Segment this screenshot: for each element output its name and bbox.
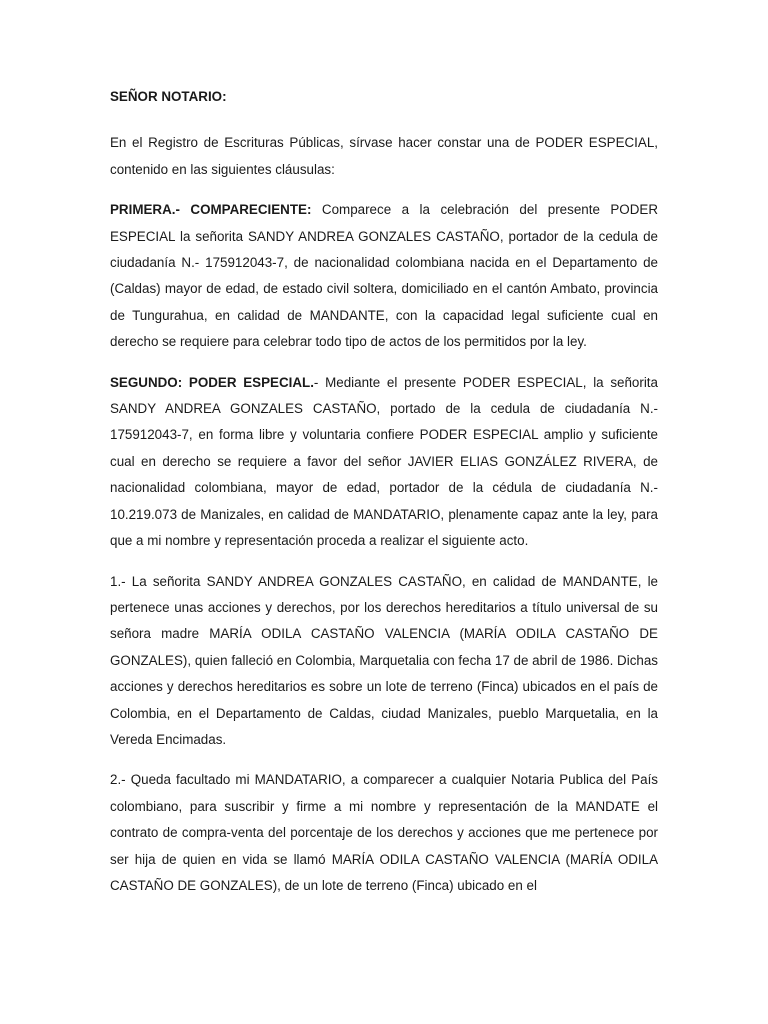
clause-primera-text: Comparece a la celebración del presente PODER ESPECIAL la señorita SANDY ANDREA GONZALES CASTAÑO, portador de la cedula de ciudadanía N.- 175912043-7, de nacionalidad colombiana nacida en el Departamento de (Caldas) mayor de edad, de estado civil soltera, domiciliado en el cantón Ambato, provincia de Tungurahua, en calidad de MANDANTE, con la capacidad legal suficiente cual en derecho se requiere para celebrar todo tipo de actos de los permitidos por la ley. <box>110 202 658 350</box>
document-page <box>110 84 658 913</box>
numbered-item-1: 1.- La señorita SANDY ANDREA GONZALES CASTAÑO, en calidad de MANDANTE, le pertenece unas acciones y derechos, por los derechos hereditarios a título universal de su señora madre MARÍA ODILA CASTAÑO VALENCIA (MARÍA ODILA CASTAÑO DE GONZALES), quien falleció en Colombia, Marquetalia con fecha 17 de abril de 1986. Dichas acciones y derechos hereditarios es sobre un lote de terreno (Finca) ubicados en el país de Colombia, en el Departamento de Caldas, ciudad Manizales, pueblo Marquetalia, en la Vereda Encimadas. <box>110 573 658 747</box>
clause-segundo-text: - Mediante el presente PODER ESPECIAL, la señorita SANDY ANDREA GONZALES CASTAÑO, portado de la cedula de ciudadanía N.- 175912043-7, en forma libre y voluntaria confiere PODER ESPECIAL amplio y suficiente cual en derecho se requiere a favor del señor JAVIER ELIAS GONZÁLEZ RIVERA, de nacionalidad colombiana, mayor de edad, portador de la cédula de ciudadanía N.- 10.219.073 de Manizales, en calidad de MANDATARIO, plenamente capaz ante la ley, para que a mi nombre y representación proceda a realizar el siguiente acto. <box>110 374 658 549</box>
intro-paragraph: En el Registro de Escrituras Públicas, sírvase hacer constar una de PODER ESPECIAL, contenido en las siguientes cláusulas: <box>110 135 658 177</box>
document-heading: SEÑOR NOTARIO: <box>110 89 227 104</box>
clause-segundo <box>110 370 658 555</box>
clause-primera <box>110 197 658 355</box>
clause-primera-title: PRIMERA.- COMPARECIENTE: <box>110 202 312 218</box>
clause-segundo-title: SEGUNDO: PODER ESPECIAL. <box>110 374 314 390</box>
numbered-item-2: 2.- Queda facultado mi MANDATARIO, a comparecer a cualquier Notaria Publica del País colombiano, para suscribir y firme a mi nombre y representación de la MANDATE el contrato de compra-venta del porcentaje de los derechos y acciones que me pertenece por ser hija de quien en vida se llamó MARÍA ODILA CASTAÑO VALENCIA (MARÍA ODILA CASTAÑO DE GONZALES), de un lote de terreno (Finca) ubicado en el <box>110 772 658 893</box>
